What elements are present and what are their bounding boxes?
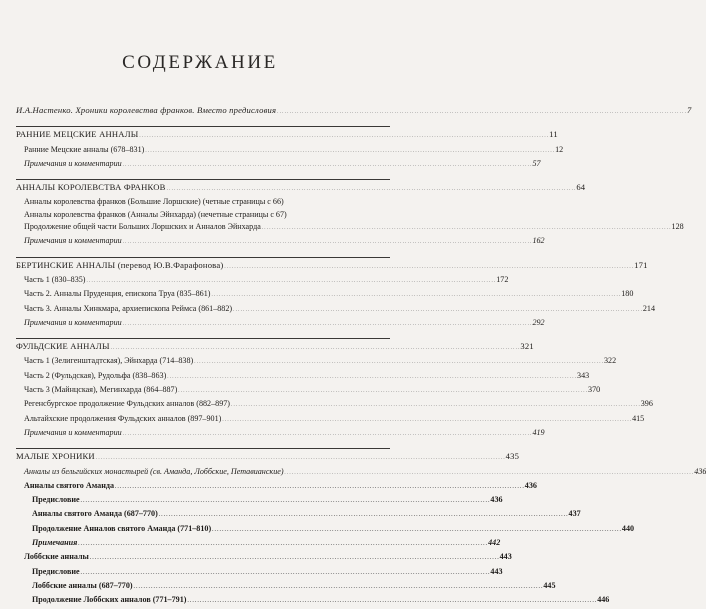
- toc-section-heading: [16, 338, 534, 355]
- toc-entry-title: И.А.Настенко. Хроники королевства франков. Вместо предисловия: [16, 105, 277, 115]
- toc-entry-title: Часть 2. Анналы Пруденция, епископа Труа (835–861): [24, 289, 211, 299]
- toc-entry: [16, 235, 545, 249]
- toc-entry: [16, 413, 645, 427]
- leader-dots: [167, 181, 576, 196]
- leader-dots: [123, 158, 532, 172]
- toc-entry: [16, 274, 509, 288]
- leader-dots: [224, 259, 633, 274]
- leader-dots: [123, 427, 532, 441]
- toc-page-number: 436: [490, 495, 503, 505]
- toc-entry: [16, 209, 390, 221]
- toc-entry-title: АННАЛЫ КОРОЛЕВСТВА ФРАНКОВ: [16, 182, 166, 193]
- toc-entry-title: РАННИЕ МЕЦСКИЕ АННАЛЫ: [16, 129, 139, 140]
- toc-page-number: 446: [597, 595, 610, 605]
- toc-page-number: 415: [632, 413, 645, 423]
- toc-page-number: 64: [576, 182, 586, 193]
- toc-page-number: 12: [555, 144, 564, 154]
- toc-entry: [16, 537, 501, 551]
- toc-entry-title: Продолжение Лоббских анналов (771–791): [32, 595, 187, 605]
- toc-section-heading: [16, 126, 558, 143]
- toc-entry: [16, 144, 564, 158]
- toc-entry-title: Часть 2 (Фульдская), Рудольфа (838–863): [24, 370, 167, 380]
- leader-dots: [187, 594, 596, 608]
- toc-entry: [16, 580, 556, 594]
- toc-entry-title: Лоббские анналы (687–770): [32, 580, 133, 590]
- toc-entry-title: Примечания и комментарии: [24, 158, 122, 168]
- toc-entry-title: Продолжение общей части Больших Лоршских и Анналов Эйнхарда: [24, 222, 261, 232]
- toc-page-number: 445: [543, 580, 556, 590]
- toc-entry-title: БЕРТИНСКИЕ АННАЛЫ (перевод Ю.В.Фарафонова): [16, 259, 224, 270]
- toc-entry: [16, 317, 545, 331]
- toc-page-number: 172: [496, 274, 509, 284]
- toc-entry-title: Альтайхские продолжения Фульдских анналов (897–901): [24, 413, 222, 423]
- toc-page-number: 370: [588, 385, 601, 395]
- leader-dots: [285, 466, 694, 480]
- toc-entry-title: Анналы королевства франков (Большие Лоршские) (четные страницы с 66): [24, 197, 284, 207]
- leader-dots: [81, 494, 490, 508]
- toc-entry-title: Часть 1 (830–835): [24, 274, 86, 284]
- toc-entry: [16, 158, 541, 172]
- toc-page-number: 435: [505, 451, 520, 462]
- toc-page-number: 57: [532, 158, 541, 168]
- toc-entry: [16, 370, 590, 384]
- toc-entry-title: Часть 1 (Зелигенштадтская), Эйнхарда (714–838): [24, 356, 194, 366]
- page-title: СОДЕРЖАНИЕ: [122, 52, 278, 73]
- toc-page-number: 396: [640, 399, 653, 409]
- leader-dots: [167, 370, 576, 384]
- toc-page-number: 322: [603, 356, 617, 366]
- table-of-contents: [16, 104, 706, 609]
- leader-dots: [178, 384, 587, 398]
- leader-dots: [277, 104, 686, 119]
- leader-dots: [81, 566, 490, 580]
- toc-page-number: 436: [694, 466, 706, 476]
- leader-dots: [233, 303, 642, 317]
- toc-page-number: 162: [532, 236, 545, 246]
- leader-dots: [262, 221, 671, 235]
- leader-dots: [111, 340, 520, 355]
- leader-dots: [115, 480, 524, 494]
- toc-entry: [16, 398, 653, 412]
- leader-dots: [90, 551, 499, 565]
- leader-dots: [145, 144, 554, 158]
- leader-dots: [159, 508, 568, 522]
- toc-entry: [16, 466, 706, 480]
- leader-dots: [134, 580, 543, 594]
- toc-entry-title: ФУЛЬДСКИЕ АННАЛЫ: [16, 341, 110, 352]
- toc-page-number: 11: [549, 129, 558, 140]
- leader-dots: [212, 523, 621, 537]
- toc-entry: [16, 523, 635, 537]
- toc-entry-title: Примечания и комментарии: [24, 317, 122, 327]
- toc-entry: [16, 355, 617, 369]
- leader-dots: [211, 288, 620, 302]
- leader-dots: [139, 128, 548, 143]
- toc-entry: [16, 494, 503, 508]
- toc-section-heading: [16, 179, 586, 196]
- leader-dots: [194, 355, 603, 369]
- toc-entry: [16, 551, 512, 565]
- leader-dots: [96, 450, 505, 465]
- leader-dots: [123, 235, 532, 249]
- toc-entry: [16, 288, 634, 302]
- toc-entry-title: Часть 3 (Майнцская), Мегинхарда (864–887): [24, 385, 178, 395]
- leader-dots: [87, 274, 496, 288]
- toc-page-number: 343: [577, 370, 590, 380]
- leader-dots: [78, 537, 487, 551]
- toc-page-number: 321: [520, 341, 534, 352]
- toc-entry: [16, 384, 601, 398]
- toc-section-heading: [16, 448, 520, 465]
- toc-entry-title: Анналы из бельгийских монастырей (св. Аманда, Лоббские, Петавианские): [24, 466, 284, 476]
- toc-page-number: 7: [686, 105, 692, 115]
- toc-page-number: 443: [499, 552, 512, 562]
- toc-entry: [16, 104, 692, 119]
- toc-entry-title: Примечания и комментарии: [24, 427, 122, 437]
- toc-entry-title: Ранние Мецские анналы (678–831): [24, 144, 145, 154]
- toc-entry-title: Предисловие: [32, 566, 80, 576]
- toc-entry-title: Часть 3. Анналы Хинкмара, архиепископа Реймса (861–882): [24, 303, 233, 313]
- toc-entry-title: Регенсбургское продолжение Фульдских анналов (882–897): [24, 399, 230, 409]
- toc-entry: [16, 221, 684, 235]
- toc-page-number: 436: [524, 480, 537, 490]
- toc-entry: [16, 303, 655, 317]
- toc-entry-title: МАЛЫЕ ХРОНИКИ: [16, 451, 95, 462]
- toc-entry-title: Примечания: [32, 538, 78, 548]
- toc-entry-title: Продолжение Анналов святого Аманда (771–810): [32, 523, 212, 533]
- toc-entry-title: Анналы святого Аманда: [24, 480, 115, 490]
- toc-entry: [16, 508, 581, 522]
- toc-page-number: 128: [671, 222, 684, 232]
- toc-entry: [16, 427, 545, 441]
- leader-dots: [123, 317, 532, 331]
- toc-entry-title: Предисловие: [32, 495, 80, 505]
- toc-page-number: 180: [621, 289, 634, 299]
- toc-entry-title: Примечания и комментарии: [24, 236, 122, 246]
- toc-entry-title: Анналы святого Аманда (687–770): [32, 509, 158, 519]
- toc-page-number: 440: [621, 523, 635, 533]
- toc-page-number: 419: [532, 427, 545, 437]
- toc-page-number: 292: [532, 317, 545, 327]
- toc-page-number: 443: [490, 566, 503, 576]
- toc-entry-title: Лоббские анналы: [24, 552, 89, 562]
- leader-dots: [222, 413, 631, 427]
- toc-entry: [16, 594, 610, 608]
- toc-page-number: 437: [568, 509, 581, 519]
- toc-section-heading: [16, 257, 648, 274]
- toc-entry: [16, 196, 390, 208]
- toc-entry: [16, 566, 503, 580]
- toc-page-number: 214: [642, 303, 655, 313]
- toc-entry: [16, 480, 537, 494]
- toc-entry-title: Анналы королевства франков (Анналы Эйнхарда) (нечетные страницы с 67): [24, 209, 287, 219]
- toc-page-number: 442: [488, 538, 501, 548]
- toc-page-number: 171: [634, 259, 648, 270]
- leader-dots: [231, 398, 640, 412]
